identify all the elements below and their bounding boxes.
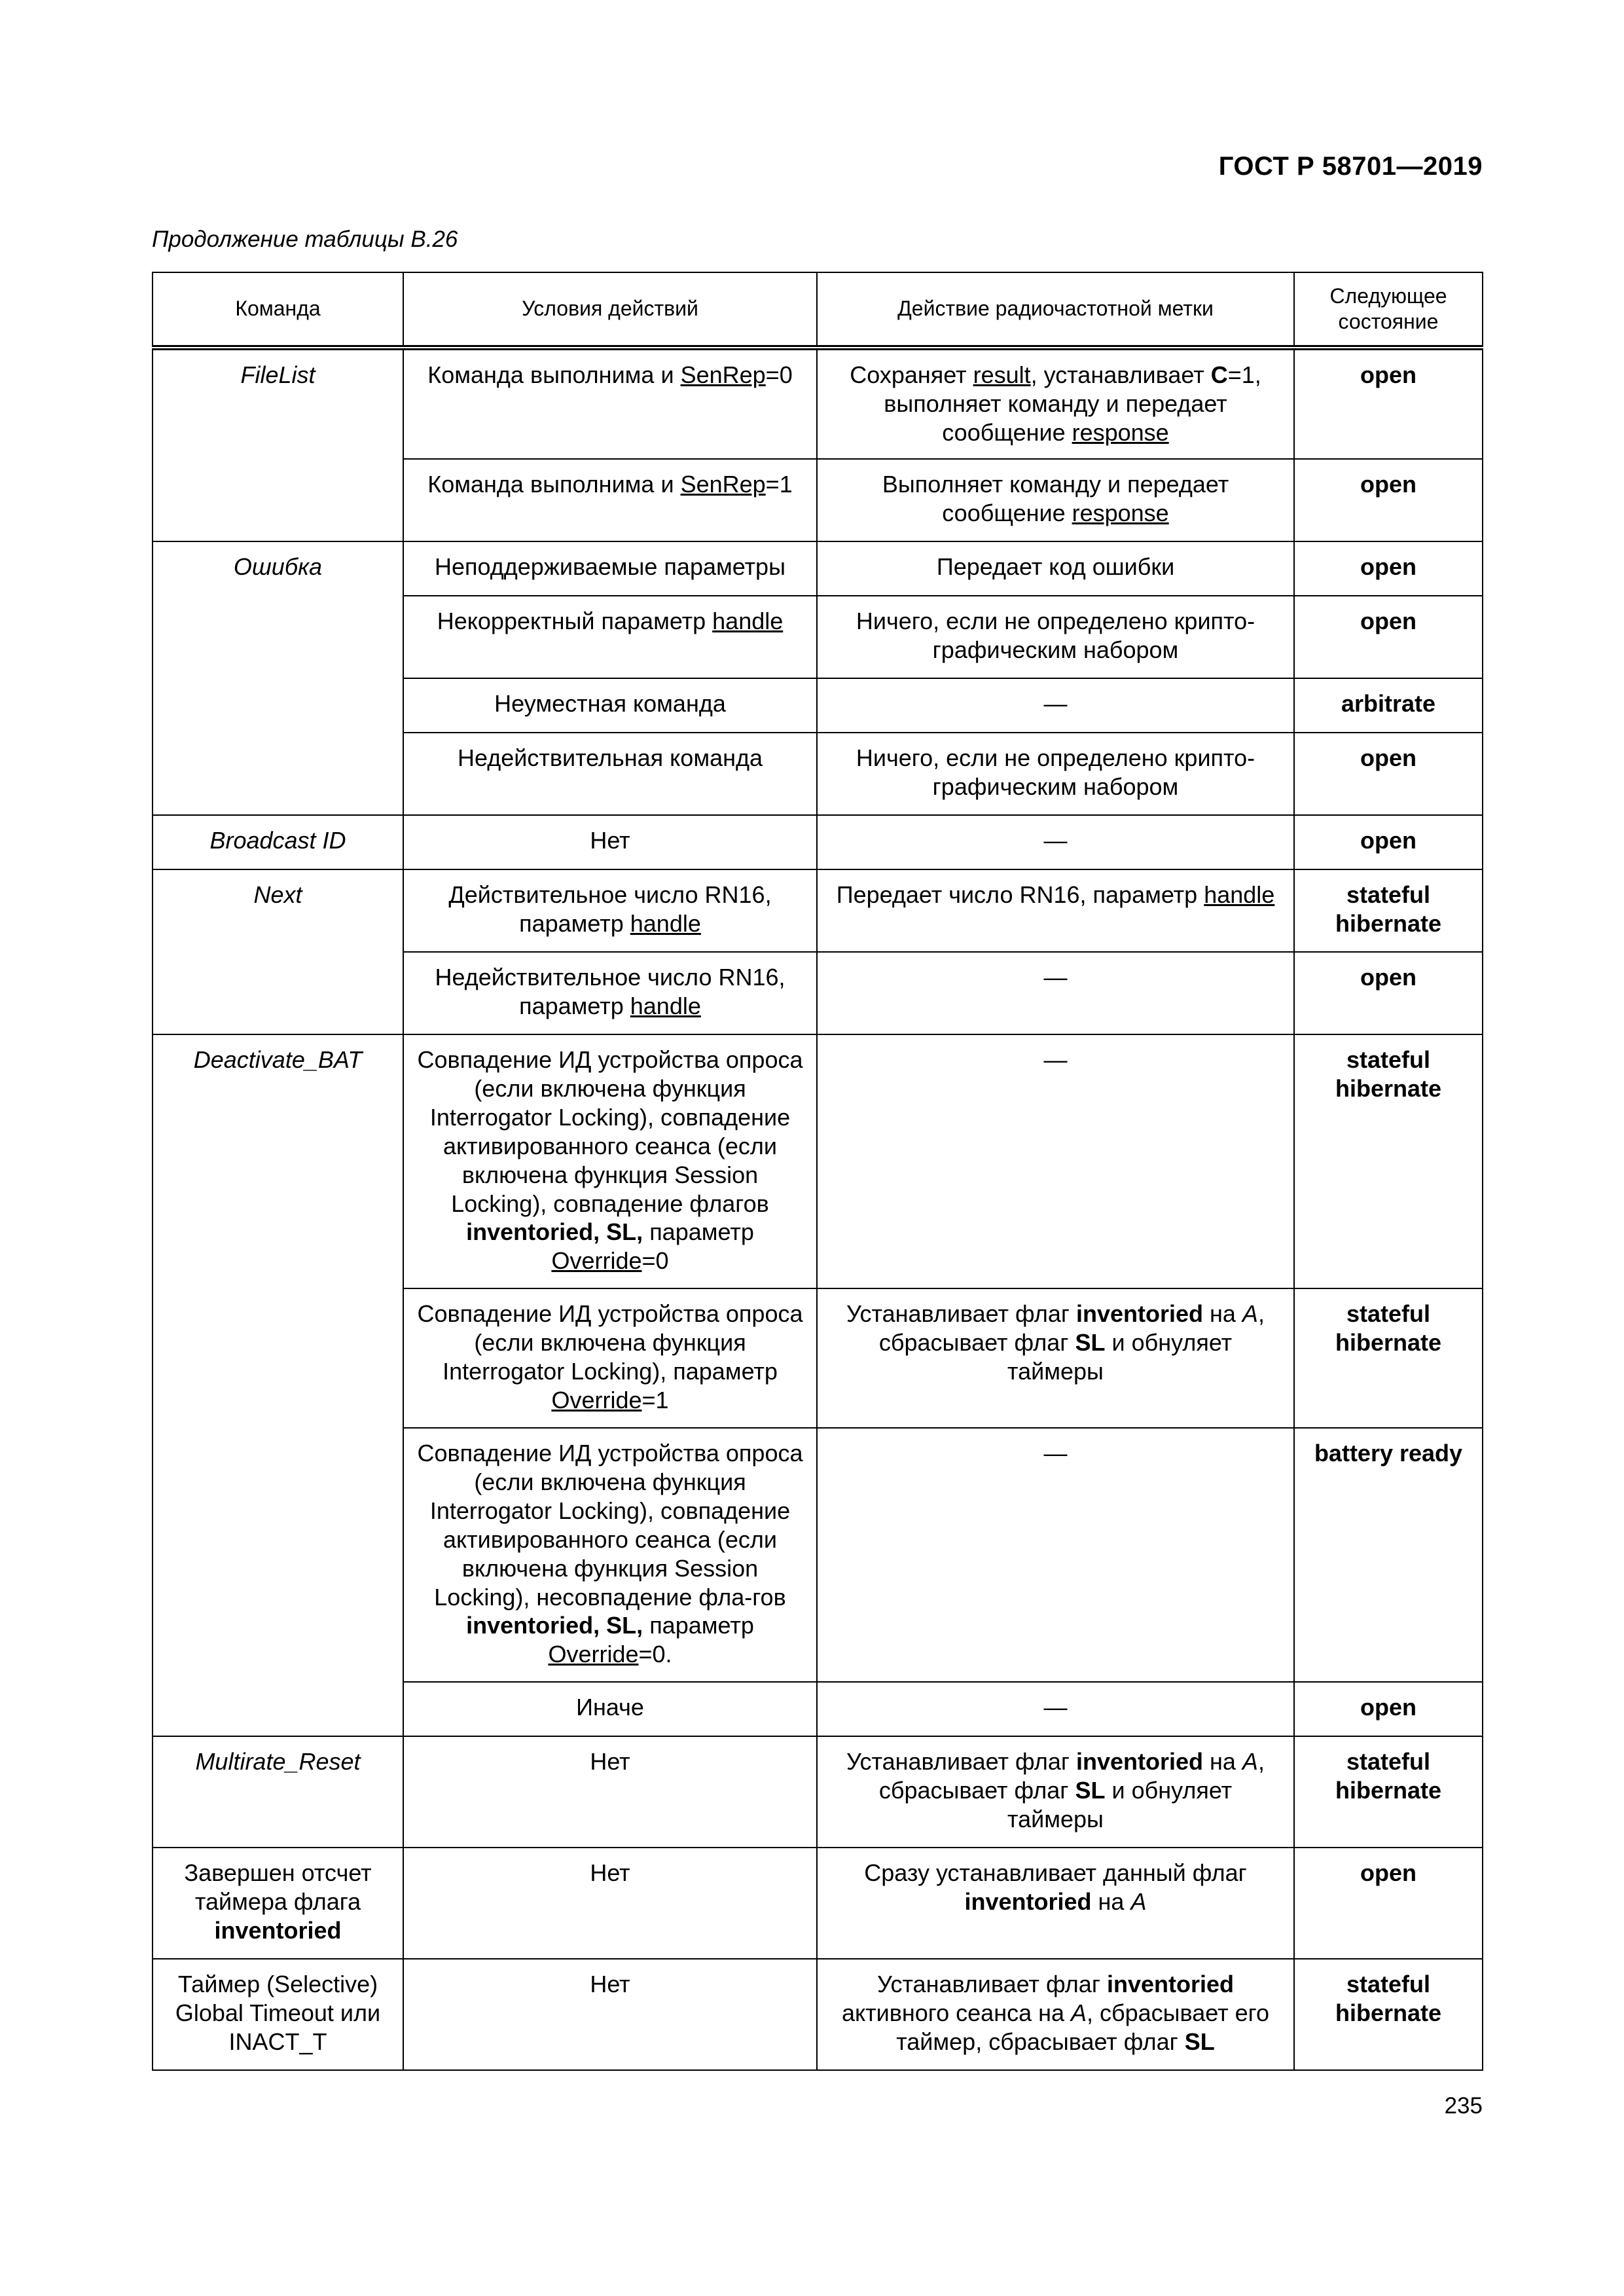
condition-cell: Совпадение ИД устройства опроса (если включена функция Interrogator Locking), совпадение активированного сеанса (если включена функция Session Locking), несовпадение фла-гов inventoried, SL, параметр Override=0. <box>403 1428 817 1682</box>
action-cell: — <box>817 1682 1294 1736</box>
col-header-next-state: Следующее состояние <box>1294 272 1483 348</box>
next-state-cell: open <box>1294 459 1483 541</box>
col-header-action: Действие радиочастотной метки <box>817 272 1294 348</box>
condition-cell: Иначе <box>403 1682 817 1736</box>
next-state-cell: open <box>1294 733 1483 815</box>
document-id: ГОСТ Р 58701—2019 <box>1218 152 1483 181</box>
command-cell: Ошибка <box>153 541 403 815</box>
next-state-cell: open <box>1294 815 1483 869</box>
action-cell: Выполняет команду и передает сообщение response <box>817 459 1294 541</box>
command-cell: Deactivate_BAT <box>153 1034 403 1736</box>
condition-cell: Некорректный параметр handle <box>403 596 817 678</box>
table-row <box>153 1959 1483 2070</box>
action-cell: Сразу устанавливает данный флаг inventoried на A <box>817 1848 1294 1959</box>
action-cell: Ничего, если не определено крипто-графическим набором <box>817 596 1294 678</box>
table-row <box>153 1848 1483 1959</box>
action-cell: Передает число RN16, параметр handle <box>817 869 1294 952</box>
next-state-cell: open <box>1294 348 1483 459</box>
condition-cell: Совпадение ИД устройства опроса (если включена функция Interrogator Locking), совпадение активированного сеанса (если включена функция Session Locking), совпадение флагов inventoried, SL, параметр Override=0 <box>403 1034 817 1288</box>
action-cell: Устанавливает флаг inventoried на A, сбрасывает флаг SL и обнуляет таймеры <box>817 1288 1294 1428</box>
command-cell: Next <box>153 869 403 1034</box>
next-state-cell: open <box>1294 952 1483 1034</box>
command-cell: Broadcast ID <box>153 815 403 869</box>
table-row <box>153 1736 1483 1848</box>
condition-cell: Совпадение ИД устройства опроса (если включена функция Interrogator Locking), параметр Override=1 <box>403 1288 817 1428</box>
condition-cell: Нет <box>403 1848 817 1959</box>
condition-cell: Действительное число RN16, параметр handle <box>403 869 817 952</box>
command-cell: Завершен отсчет таймера флага inventoried <box>153 1848 403 1959</box>
condition-cell: Недействительная команда <box>403 733 817 815</box>
next-state-cell: stateful hibernate <box>1294 1736 1483 1848</box>
table-row <box>153 348 1483 459</box>
table-caption: Продолжение таблицы В.26 <box>152 227 458 252</box>
action-cell: Устанавливает флаг inventoried активного сеанса на A, сбрасывает его таймер, сбрасывает флаг SL <box>817 1959 1294 2070</box>
action-cell: — <box>817 952 1294 1034</box>
next-state-cell: stateful hibernate <box>1294 1034 1483 1288</box>
action-cell: Ничего, если не определено крипто-графическим набором <box>817 733 1294 815</box>
next-state-cell: open <box>1294 1848 1483 1959</box>
condition-cell: Неуместная команда <box>403 678 817 733</box>
condition-cell: Неподдерживаемые параметры <box>403 541 817 596</box>
action-cell: Передает код ошибки <box>817 541 1294 596</box>
command-cell: Multirate_Reset <box>153 1736 403 1848</box>
table-row <box>153 869 1483 952</box>
next-state-cell: arbitrate <box>1294 678 1483 733</box>
next-state-cell: open <box>1294 541 1483 596</box>
condition-cell: Команда выполнима и SenRep=0 <box>403 348 817 459</box>
next-state-cell: open <box>1294 1682 1483 1736</box>
next-state-cell: stateful hibernate <box>1294 869 1483 952</box>
table-header-row <box>153 272 1483 348</box>
condition-cell: Нет <box>403 1736 817 1848</box>
next-state-cell: battery ready <box>1294 1428 1483 1682</box>
action-cell: — <box>817 815 1294 869</box>
next-state-cell: open <box>1294 596 1483 678</box>
condition-cell: Нет <box>403 815 817 869</box>
col-header-command: Команда <box>153 272 403 348</box>
table-row <box>153 541 1483 596</box>
action-cell: — <box>817 1428 1294 1682</box>
action-cell: Сохраняет result, устанавливает C=1, выполняет команду и передает сообщение response <box>817 348 1294 459</box>
next-state-cell: stateful hibernate <box>1294 1288 1483 1428</box>
next-state-cell: stateful hibernate <box>1294 1959 1483 2070</box>
table-row <box>153 1034 1483 1288</box>
state-transition-table <box>152 272 1483 2071</box>
condition-cell: Недействительное число RN16, параметр handle <box>403 952 817 1034</box>
command-cell: Таймер (Selective) Global Timeout или INACT_T <box>153 1959 403 2070</box>
col-header-conditions: Условия действий <box>403 272 817 348</box>
condition-cell: Нет <box>403 1959 817 2070</box>
page-number: 235 <box>1444 2093 1483 2119</box>
action-cell: — <box>817 678 1294 733</box>
command-cell: FileList <box>153 348 403 541</box>
action-cell: Устанавливает флаг inventoried на A, сбрасывает флаг SL и обнуляет таймеры <box>817 1736 1294 1848</box>
condition-cell: Команда выполнима и SenRep=1 <box>403 459 817 541</box>
table-row <box>153 815 1483 869</box>
action-cell: — <box>817 1034 1294 1288</box>
